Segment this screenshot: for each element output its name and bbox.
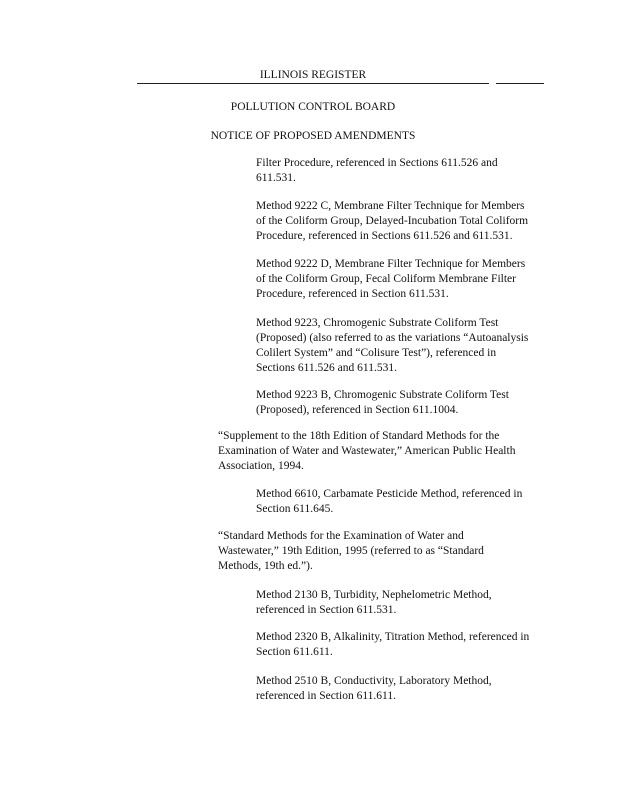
header-rule [137, 83, 489, 84]
entry-line: Section 611.611. [256, 646, 333, 658]
register-title: ILLINOIS REGISTER [259, 69, 367, 81]
entry-line: (Proposed), referenced in Section 611.1004. [256, 404, 459, 416]
entry-line: Sections 611.526 and 611.531. [256, 362, 397, 374]
entry-line: Method 9222 C, Membrane Filter Technique for Members [256, 200, 525, 212]
entry-line: Method 2130 B, Turbidity, Nephelometric Method, [256, 589, 492, 601]
entry-line: “Supplement to the 18th Edition of Standard Methods for the [218, 430, 500, 442]
entry-line: Examination of Water and Wastewater,” American Public Health [218, 445, 516, 457]
entry-line: Procedure, referenced in Section 611.531. [256, 288, 449, 300]
entry-line: Procedure, referenced in Sections 611.526 and 611.531. [256, 230, 513, 242]
entry-line: referenced in Section 611.531. [256, 604, 397, 616]
entry-line: Methods, 19th ed.”). [218, 560, 313, 572]
entry-line: of the Coliform Group, Fecal Coliform Membrane Filter [256, 273, 516, 285]
entry-line: “Standard Methods for the Examination of Water and [218, 530, 464, 542]
entry-line: Colilert System” and “Colisure Test”), referenced in [256, 347, 497, 359]
entry-line: of the Coliform Group, Delayed-Incubation Total Coliform [256, 215, 529, 227]
entry-line: Method 9223, Chromogenic Substrate Coliform Test [256, 317, 499, 329]
entry-line: referenced in Section 611.611. [256, 690, 396, 702]
header-rule-short [496, 83, 544, 84]
entry-line: Association, 1994. [218, 460, 304, 472]
entry-line: Method 2320 B, Alkalinity, Titration Method, referenced in [256, 631, 530, 643]
entry-line: (Proposed) (also referred to as the variations “Autoanalysis [256, 332, 529, 344]
entry-line: Method 2510 B, Conductivity, Laboratory Method, [256, 675, 492, 687]
entry-line: Filter Procedure, referenced in Sections 611.526 and [256, 157, 498, 169]
entry-line: 611.531. [256, 172, 296, 184]
entry-line: Method 9223 B, Chromogenic Substrate Coliform Test [256, 389, 509, 401]
entry-line: Method 6610, Carbamate Pesticide Method, referenced in [256, 488, 523, 500]
entry-line: Section 611.645. [256, 503, 334, 515]
agency-title: POLLUTION CONTROL BOARD [230, 101, 396, 113]
entry-line: Wastewater,” 19th Edition, 1995 (referred to as “Standard [218, 545, 484, 557]
entry-line: Method 9222 D, Membrane Filter Technique for Members [256, 258, 526, 270]
notice-title: NOTICE OF PROPOSED AMENDMENTS [210, 130, 416, 142]
